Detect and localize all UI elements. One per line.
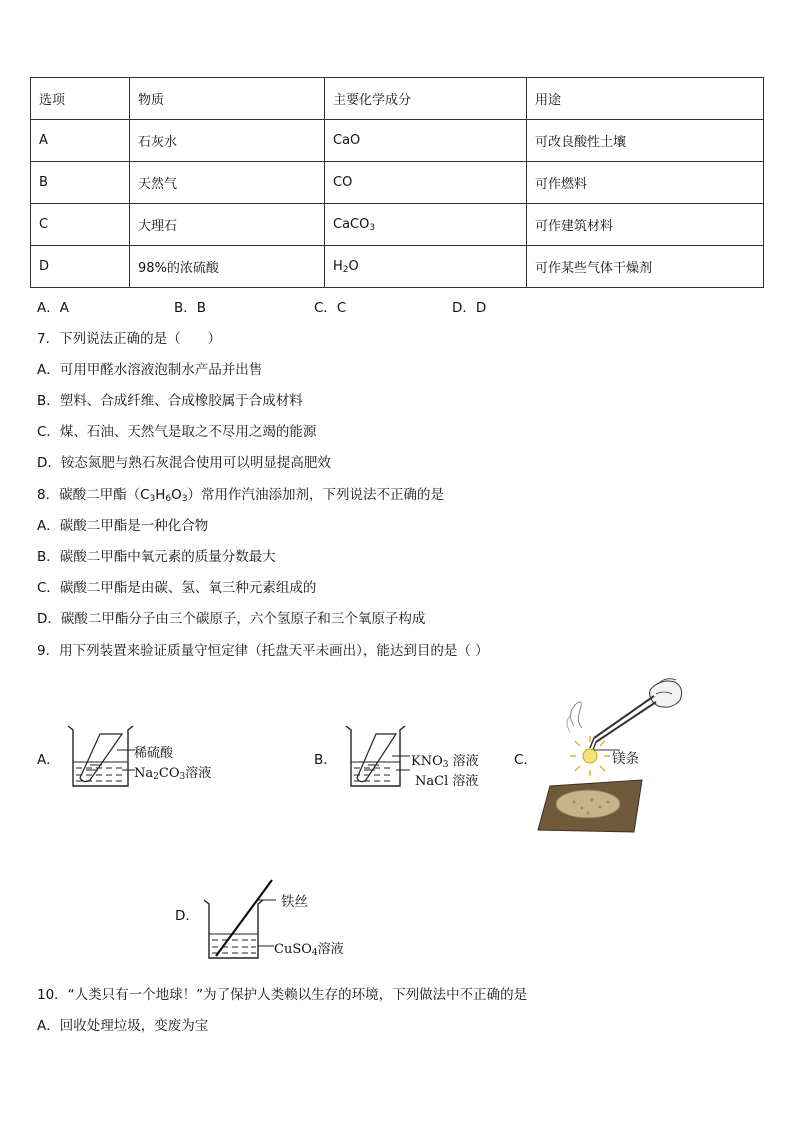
table-row: [31, 120, 764, 162]
formula-subscript: 4: [311, 948, 318, 958]
q8-option-c[interactable]: C．碳酸二甲酯是由碳、氢、氧三种元素组成的: [37, 580, 317, 596]
table-row: [31, 162, 764, 204]
q9-option-c-letter[interactable]: C．: [514, 752, 537, 768]
q7-option-a[interactable]: A．可用甲醛水溶液泡制水产品并出售: [37, 362, 263, 378]
header-use: 用途: [527, 78, 764, 120]
label-na2co3-solution: [134, 762, 211, 782]
cell-option: C: [31, 204, 130, 246]
cell-substance: 石灰水: [130, 120, 325, 162]
formula-subscript: 2: [342, 264, 349, 275]
q6-option-a[interactable]: A．A: [37, 300, 69, 316]
table-row: [31, 246, 764, 288]
cell-component: [325, 204, 527, 246]
substance-table: [30, 77, 764, 288]
header-component: 主要化学成分: [325, 78, 527, 120]
q6-option-c[interactable]: C．C: [314, 300, 347, 316]
formula-text: H: [333, 258, 343, 274]
label-cuso4-solution: [274, 938, 344, 958]
beaker-diagram-a: [60, 720, 140, 792]
q7-option-c[interactable]: C．煤、石油、天然气是取之不尽用之竭的能源: [37, 424, 317, 440]
formula-text: CaCO: [333, 216, 370, 232]
formula-text: KNO: [411, 754, 443, 769]
table-row: [31, 204, 764, 246]
formula-text: 溶液: [185, 766, 212, 781]
q9-option-a-letter[interactable]: A．: [37, 752, 60, 768]
formula-text: CO: [158, 766, 180, 781]
cell-use: 可改良酸性土壤: [527, 120, 764, 162]
q6-option-d[interactable]: D．D: [452, 300, 487, 316]
label-dilute-sulfuric-acid: 稀硫酸: [134, 746, 174, 761]
q10-stem: 10．“人类只有一个地球！”为了保护人类赖以生存的环境，下列做法中不正确的是: [37, 987, 528, 1003]
cell-substance: 大理石: [130, 204, 325, 246]
q8-option-a[interactable]: A．碳酸二甲酯是一种化合物: [37, 518, 209, 534]
q6-option-b[interactable]: B．B: [174, 300, 207, 316]
cell-use: 可作某些气体干燥剂: [527, 246, 764, 288]
beaker-diagram-b: [340, 720, 420, 792]
q8-stem-text: ）常用作汽油添加剂，下列说法不正确的是: [187, 487, 445, 503]
cell-component: [325, 246, 527, 288]
q8-option-b[interactable]: B．碳酸二甲酯中氧元素的质量分数最大: [37, 549, 276, 565]
header-substance: 物质: [130, 78, 325, 120]
q7-option-d[interactable]: D．铵态氮肥与熟石灰混合使用可以明显提高肥效: [37, 455, 331, 471]
formula-subscript: 3: [149, 494, 156, 504]
formula-subscript: 3: [181, 494, 188, 504]
formula-subscript: 2: [153, 772, 159, 782]
magnesium-burning-diagram: [530, 670, 690, 835]
formula-subscript: 6: [165, 494, 172, 504]
cell-use: 可作燃料: [527, 162, 764, 204]
formula-text: Na: [134, 766, 154, 781]
q8-stem: [37, 483, 444, 504]
q10-option-a[interactable]: A．回收处理垃圾，变废为宝: [37, 1018, 209, 1034]
cell-option: D: [31, 246, 130, 288]
cell-component: CaO: [325, 120, 527, 162]
label-magnesium-ribbon: 镁条: [612, 751, 639, 767]
formula-text: O: [171, 487, 182, 503]
cell-option: A: [31, 120, 130, 162]
q9-option-d-letter[interactable]: D．: [175, 908, 199, 924]
formula-subscript: 3: [179, 772, 186, 782]
cell-substance: 98%的浓硫酸: [130, 246, 325, 288]
formula-text: 溶液: [317, 942, 344, 957]
formula-text: CuSO: [274, 942, 312, 957]
q9-option-b-letter[interactable]: B．: [314, 752, 337, 768]
q8-stem-text: 8．碳酸二甲酯（C: [37, 487, 150, 503]
formula-subscript: 3: [442, 760, 449, 770]
cell-component: CO: [325, 162, 527, 204]
cell-use: 可作建筑材料: [527, 204, 764, 246]
table-header-row: [31, 78, 764, 120]
formula-text: 溶液: [448, 754, 479, 769]
header-option: 选项: [31, 78, 130, 120]
formula-subscript: 3: [369, 222, 376, 233]
formula-text: O: [348, 258, 359, 274]
label-kno3-solution: [411, 750, 479, 770]
cell-option: B: [31, 162, 130, 204]
label-nacl-solution: NaCl 溶液: [415, 774, 479, 789]
label-iron-wire: 铁丝: [281, 894, 308, 910]
q7-stem: 7．下列说法正确的是（ ）: [37, 331, 222, 347]
q9-stem: 9．用下列装置来验证质量守恒定律（托盘天平未画出），能达到目的是（ ）: [37, 643, 489, 659]
q7-option-b[interactable]: B．塑料、合成纤维、合成橡胶属于合成材料: [37, 393, 303, 409]
cell-substance: 天然气: [130, 162, 325, 204]
q8-option-d[interactable]: D．碳酸二甲酯分子由三个碳原子，六个氢原子和三个氧原子构成: [37, 611, 426, 627]
formula-text: H: [155, 487, 166, 503]
